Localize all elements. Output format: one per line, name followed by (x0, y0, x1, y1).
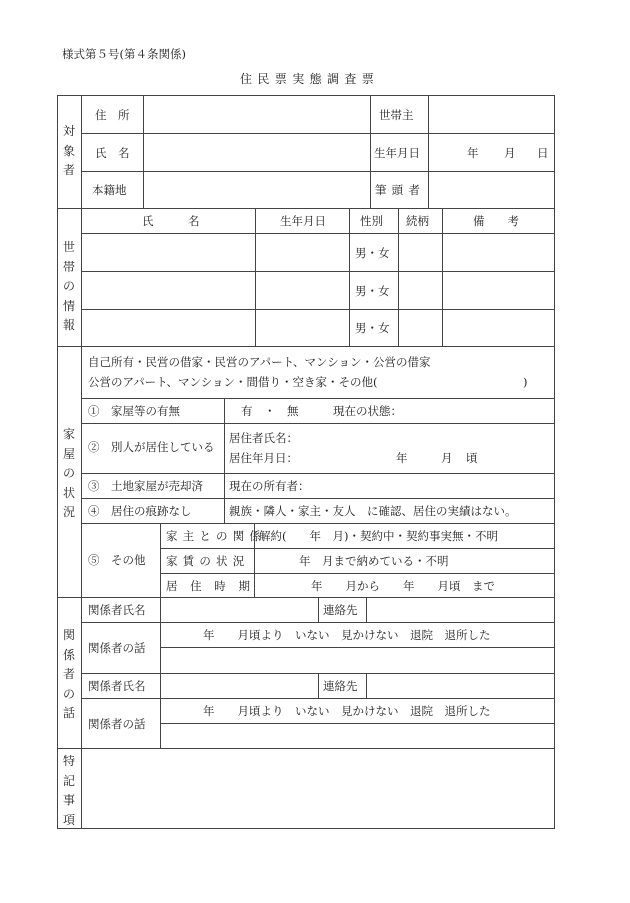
row-line (81, 171, 555, 172)
header-remarks: 備 考 (473, 214, 519, 228)
item5-sub-label: 家賃の状況 (166, 554, 250, 568)
section-label-persons: 関 係 者 の 話 (62, 628, 75, 720)
row-line (160, 647, 555, 648)
person1-story-label: 関係者の話 (88, 641, 146, 655)
col-line (143, 95, 144, 208)
section-label-house: 家 屋 の 状 況 (62, 427, 75, 519)
row-line (81, 398, 555, 399)
item2-name: 居住者氏名： (229, 431, 298, 445)
person2-contact-label: 連絡先 (323, 679, 358, 693)
dob-day: 日 (537, 146, 549, 160)
col-line (370, 95, 371, 208)
col-line (366, 597, 367, 622)
item4-label: ④ 居住の痕跡なし (88, 504, 192, 518)
col-line (398, 208, 399, 346)
row-line (81, 622, 555, 623)
ownership-line2: 公営のアパート、マンション・間借り・空き家・その他( (88, 375, 378, 389)
head-person-label: 筆頭者 (375, 183, 426, 197)
header-relation: 続柄 (406, 214, 429, 228)
section-label-notes: 特 記 事 項 (62, 754, 75, 827)
section-label-household: 世 帯 の 情 報 (62, 240, 75, 332)
person1-story-text: 年 月頃より いない 見かけない 退院 退所した (203, 628, 491, 642)
section-divider (57, 748, 555, 749)
row-line (81, 309, 555, 310)
row-line (81, 233, 555, 234)
dob-month: 月 (504, 146, 516, 160)
name-label: 氏 名 (95, 146, 130, 160)
row-line (81, 498, 555, 499)
item3-label: ③ 土地家屋が売却済 (88, 479, 203, 493)
section-divider (57, 208, 555, 209)
item5-sub-value: 解約( 年 月)・契約中・契約事実無・不明 (259, 529, 498, 543)
row-line (81, 423, 555, 424)
header-name: 氏 名 (142, 214, 200, 228)
item5-sub-label: 居住時期 (166, 579, 263, 593)
form-number: 様式第５号(第４条関係) (62, 47, 186, 61)
person2-story-label: 関係者の話 (88, 717, 146, 731)
header-dob: 生年月日 (280, 214, 326, 228)
item1-label: ① 家屋等の有無 (88, 404, 180, 418)
domicile-label: 本籍地 (92, 183, 127, 197)
dob-year: 年 (467, 146, 479, 160)
person1-name-label: 関係者氏名 (88, 603, 146, 617)
col-line (442, 208, 443, 346)
header-sex: 性別 (360, 214, 383, 228)
item2-year: 年 (396, 451, 408, 465)
item5-sub-value: 年 月まで納めている・不明 (299, 554, 449, 568)
item1-value: 有 ・ 無 現在の状態： (241, 404, 402, 418)
col-line (160, 597, 161, 748)
sex-option: 男・女 (355, 321, 390, 335)
ownership-line1: 自己所有・民営の借家・民営のアパート、マンション・公営の借家 (88, 355, 431, 369)
col-line (366, 673, 367, 698)
item5-sub-value: 年 月から 年 月頃 まで (311, 579, 495, 593)
item5-sub-label: 家主との関係 (166, 529, 267, 543)
col-line (349, 208, 350, 346)
row-line (81, 271, 555, 272)
item2-approx: 頃 (466, 451, 478, 465)
col-line (318, 597, 319, 622)
page-title: 住民票実態調査票 (240, 72, 380, 86)
sex-option: 男・女 (355, 284, 390, 298)
col-line (160, 523, 161, 597)
row-line (81, 473, 555, 474)
label-column-divider (81, 95, 82, 829)
col-line (428, 95, 429, 208)
item5-label: ⑤ その他 (88, 553, 146, 567)
item4-value: 親族・隣人・家主・友人 に確認、居住の実績はない。 (229, 504, 517, 518)
person1-contact-label: 連絡先 (323, 603, 358, 617)
col-line (318, 673, 319, 698)
item2-month: 月 (441, 451, 453, 465)
dob-label: 生年月日 (374, 146, 420, 160)
section-label-subject: 対 象 者 (62, 124, 75, 177)
item2-date: 居住年月日： (229, 451, 298, 465)
person2-story-text: 年 月頃より いない 見かけない 退院 退所した (203, 704, 491, 718)
row-line (160, 548, 555, 549)
section-divider (57, 597, 555, 598)
item2-label: ② 別人が居住している (88, 440, 215, 454)
person2-name-label: 関係者氏名 (88, 679, 146, 693)
ownership-close: ) (523, 375, 528, 389)
row-line (160, 573, 555, 574)
sex-option: 男・女 (355, 246, 390, 260)
address-label: 住 所 (95, 108, 130, 122)
section-divider (57, 346, 555, 347)
row-line (160, 723, 555, 724)
item3-value: 現在の所有者： (229, 479, 310, 493)
row-line (81, 523, 555, 524)
head-of-household-label: 世帯主 (379, 108, 414, 122)
row-line (81, 698, 555, 699)
col-line (255, 208, 256, 346)
col-line (224, 398, 225, 523)
row-line (81, 133, 555, 134)
